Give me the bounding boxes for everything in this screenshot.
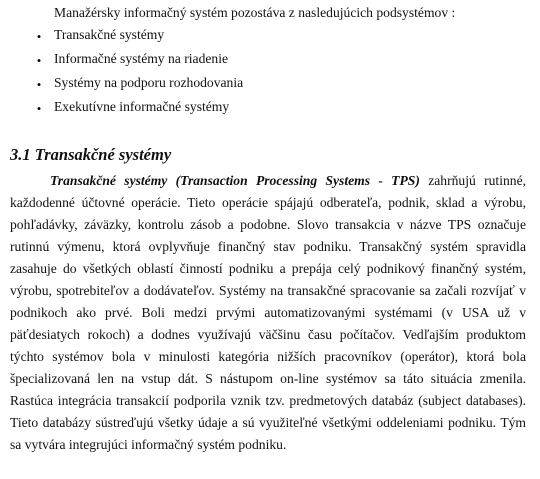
paragraph-line-text: zahrňujú rutinné, — [419, 173, 526, 188]
paragraph-line: Tieto databázy sústreďujú všetky údaje a sú využiteľné všetkými oddeleniami podniku. Tým — [10, 415, 526, 430]
list-item — [0, 74, 540, 98]
intro-sentence: Manažérsky informačný systém pozostáva z nasledujúcich podsystémov : — [54, 5, 456, 20]
bullet-icon: • — [36, 53, 42, 68]
bullet-icon: • — [36, 77, 42, 92]
paragraph-line: sa vytvára integrujúci informačný systém podniku. — [10, 437, 287, 452]
paragraph-line: výrobu, spotrebiteľov a dodávateľov. Systémy na transakčné spracovanie sa začali rozvíjať v — [10, 283, 526, 298]
section-heading: 3.1 Transakčné systémy — [10, 145, 172, 164]
list-item — [0, 26, 540, 50]
list-item-text: Exekutívne informačné systémy — [54, 99, 230, 114]
list-item-text: Systémy na podporu rozhodovania — [54, 75, 244, 90]
list-item — [0, 98, 540, 122]
paragraph-line: týchto systémov bola v minulosti kategória nižších pracovníkov (operátor), ktorá bola — [10, 349, 526, 364]
paragraph-line: špecializovaná len na vstup dát. S nástupom on-line systémov sa táto situácia zmenila. — [10, 371, 526, 386]
paragraph-line: rutinnú výmenu, ktorá ovplyvňuje finančný stav podniku. Transakčný systém spravidla — [10, 239, 526, 254]
paragraph-line — [50, 170, 526, 192]
defined-term: Transakčné systémy (Transaction Processing Systems - TPS) — [50, 173, 420, 188]
paragraph-line: podnikoch ako prvé. Boli medzi prvými automatizovanými systémami (v USA už v — [10, 305, 526, 320]
list-item-text: Transakčné systémy — [54, 27, 165, 42]
list-item-text: Informačné systémy na riadenie — [54, 51, 229, 66]
paragraph-line: každodenné účtovné operácie. Tieto operácie spájajú odberateľa, podnik, sklad a výrobu, — [10, 195, 526, 210]
paragraph-line: pohľadávky, záväzky, kontrolu zásob a podobne. Slovo transakcia v názve TPS označuje — [10, 217, 526, 232]
paragraph-line: Rastúca integrácia transakcií podporila vznik tzv. predmetových databáz (subject databases). — [10, 393, 526, 408]
bullet-icon: • — [36, 29, 42, 44]
list-item — [0, 50, 540, 74]
paragraph-line: päťdesiatych rokoch) a dodnes využívajú väčšinu času počítačov. Vedľajším produktom — [10, 327, 526, 342]
subsystem-list — [0, 26, 540, 122]
paragraph-line: zasahuje do všetkých oblastí činností podniku a prepája celý podnikový finančný systém, — [10, 261, 526, 276]
bullet-icon: • — [36, 101, 42, 116]
